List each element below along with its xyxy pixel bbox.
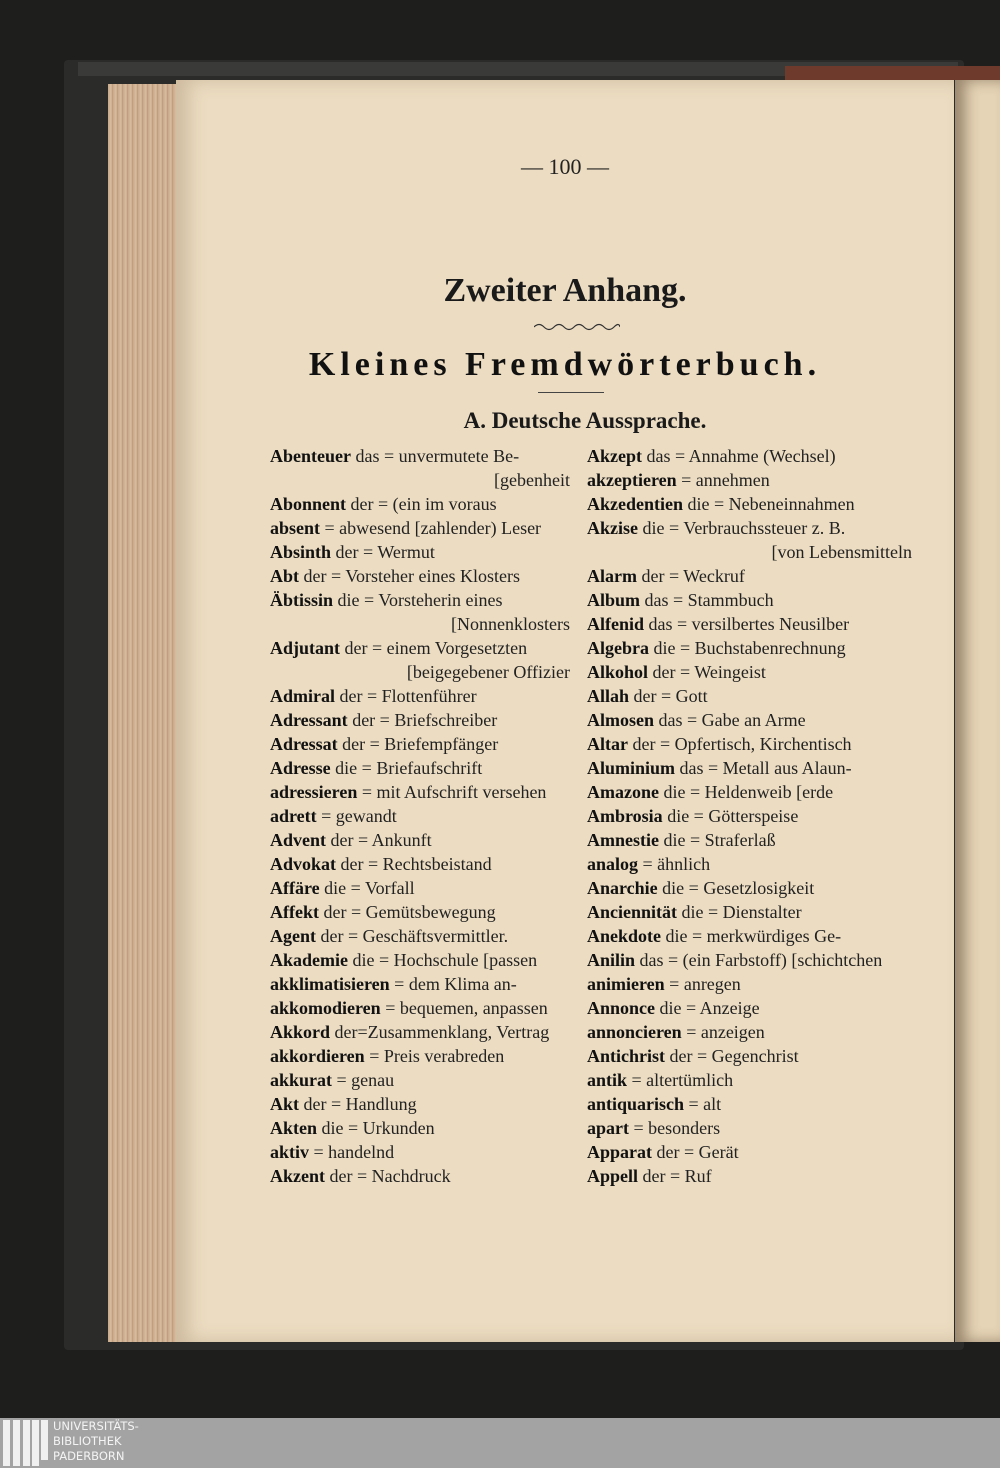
dictionary-entry	[270, 444, 570, 468]
entry-continuation: [gebenheit	[494, 470, 570, 490]
dictionary-entry	[270, 1116, 570, 1140]
dictionary-entry	[587, 1140, 912, 1164]
definition: = alt	[684, 1094, 722, 1114]
dictionary-entry	[270, 1092, 570, 1116]
headword: aktiv	[270, 1142, 310, 1162]
headword: animieren	[587, 974, 665, 994]
headword: Akzent	[270, 1166, 325, 1186]
dictionary-entry	[270, 756, 570, 780]
headword: akzeptieren	[587, 470, 677, 490]
definition: der = Wermut	[331, 542, 435, 562]
definition: der = Vorsteher eines Klosters	[299, 566, 520, 586]
headword: Apparat	[587, 1142, 653, 1162]
headword: Adressant	[270, 710, 348, 730]
dictionary-entry	[270, 900, 570, 924]
appendix-title: Zweiter Anhang.	[443, 272, 687, 309]
dictionary-entry	[587, 972, 912, 996]
dictionary-entry	[270, 1044, 570, 1068]
headword: Almosen	[587, 710, 654, 730]
dictionary-entry	[270, 1140, 570, 1164]
dictionary-entry	[587, 564, 912, 588]
definition: die = Dienstalter	[677, 902, 802, 922]
section-heading: A. Deutsche Aussprache.	[463, 408, 707, 433]
headword: Allah	[587, 686, 630, 706]
headword: Anciennität	[587, 902, 677, 922]
entry-continuation: [Nonnenklosters	[451, 614, 570, 634]
headword: Affekt	[270, 902, 319, 922]
dictionary-entry	[270, 684, 570, 708]
definition: der = (ein im voraus	[346, 494, 497, 514]
dictionary-entry	[270, 780, 570, 804]
headword: Akt	[270, 1094, 300, 1114]
definition: die = Urkunden	[317, 1118, 435, 1138]
dictionary-entry	[270, 732, 570, 756]
dictionary-entry	[587, 444, 912, 468]
dictionary-entry	[587, 492, 912, 516]
dictionary-entry	[270, 852, 570, 876]
headword: Algebra	[587, 638, 649, 658]
dictionary-entry	[587, 828, 912, 852]
definition: die = Vorfall	[319, 878, 415, 898]
headword: Akademie	[270, 950, 348, 970]
dictionary-entry	[587, 732, 912, 756]
definition: = mit Aufschrift versehen	[357, 782, 547, 802]
dictionary-entry	[270, 492, 570, 516]
headword: Album	[587, 590, 641, 610]
dictionary-entry	[587, 852, 912, 876]
definition: der = Opfertisch, Kirchentisch	[627, 734, 852, 754]
headword: Abt	[270, 566, 300, 586]
page-edges	[108, 84, 180, 1342]
definition: die = Heldenweib [erde	[658, 782, 834, 802]
definition: der = Briefschreiber	[347, 710, 498, 730]
headword: akklimatisieren	[270, 974, 390, 994]
headword: Amazone	[587, 782, 659, 802]
headword: Äbtissin	[270, 590, 334, 610]
dictionary-entry	[270, 924, 570, 948]
dictionary-entry	[270, 516, 570, 540]
headword: akkordieren	[270, 1046, 365, 1066]
definition: das = unvermutete Be-	[350, 446, 520, 466]
definition: der = Ruf	[638, 1166, 712, 1186]
dictionary-entry	[270, 804, 570, 828]
definition: die = Straferlaß	[658, 830, 776, 850]
headword: Anilin	[587, 950, 636, 970]
headword: Advokat	[270, 854, 337, 874]
definition: der = Gegenchrist	[665, 1046, 799, 1066]
dictionary-entry	[587, 804, 912, 828]
definition: das = Stammbuch	[640, 590, 774, 610]
definition: der = Ankunft	[326, 830, 432, 850]
headword: akkomodieren	[270, 998, 381, 1018]
headword: Alarm	[587, 566, 637, 586]
definition: das = Gabe an Arme	[654, 710, 806, 730]
headword: adrett	[270, 806, 317, 826]
library-footer-bar	[0, 1418, 1000, 1468]
dictionary-entry	[270, 588, 570, 612]
logo-line: UNIVERSITÄTS-	[53, 1419, 139, 1433]
definition: die = merkwürdiges Ge-	[661, 926, 842, 946]
definition: = bequemen, anpassen	[380, 998, 548, 1018]
headword: Aluminium	[587, 758, 676, 778]
logo-line: BIBLIOTHEK	[53, 1434, 122, 1448]
dictionary-entry	[587, 468, 912, 492]
definition: die = Gesetzlosigkeit	[657, 878, 815, 898]
left-column	[270, 444, 570, 1188]
page-number: — 100 —	[521, 154, 609, 179]
ornament-squiggle	[534, 322, 620, 332]
dictionary-entry	[587, 1020, 912, 1044]
headword: analog	[587, 854, 639, 874]
dictionary-entry	[587, 588, 912, 612]
definition: die = Buchstabenrechnung	[649, 638, 846, 658]
definition: = annehmen	[676, 470, 770, 490]
dictionary-entry	[270, 1068, 570, 1092]
headword: apart	[587, 1118, 629, 1138]
headword: absent	[270, 518, 321, 538]
dictionary-entry	[270, 876, 570, 900]
dictionary-title: Kleines Fremdwörterbuch.	[308, 346, 822, 383]
headword: antiquarisch	[587, 1094, 685, 1114]
headword: Affäre	[270, 878, 320, 898]
dictionary-entry	[587, 1044, 912, 1068]
definition: der = Gott	[629, 686, 708, 706]
headword: Anekdote	[587, 926, 662, 946]
headword: Ambrosia	[587, 806, 663, 826]
definition: die = Verbrauchssteuer z. B.	[638, 518, 846, 538]
definition: = Preis verabreden	[364, 1046, 505, 1066]
logo-line: PADERBORN	[53, 1449, 125, 1463]
headword: Akzise	[587, 518, 638, 538]
definition: die = Briefaufschrift	[330, 758, 483, 778]
dictionary-entry	[587, 660, 912, 684]
dictionary-entry	[587, 1164, 912, 1188]
definition: = abwesend [zahlender) Leser	[320, 518, 542, 538]
dictionary-entry	[587, 996, 912, 1020]
headword: Alkohol	[587, 662, 649, 682]
definition: der = Rechtsbeistand	[336, 854, 492, 874]
definition: der = Gemütsbewegung	[318, 902, 496, 922]
dictionary-entry	[270, 948, 570, 972]
dictionary-entry	[270, 636, 570, 660]
dictionary-entry	[270, 540, 570, 564]
definition: das = versilbertes Neusilber	[644, 614, 850, 634]
headword: adressieren	[270, 782, 358, 802]
definition: die = Götterspeise	[662, 806, 799, 826]
dictionary-entry	[587, 1116, 912, 1140]
headword: Absinth	[270, 542, 332, 562]
entry-continuation: [von Lebensmitteln	[771, 542, 912, 562]
headword: Amnestie	[587, 830, 659, 850]
headword: Adresse	[270, 758, 331, 778]
headword: Anarchie	[587, 878, 658, 898]
headword: annoncieren	[587, 1022, 682, 1042]
headword: Agent	[270, 926, 316, 946]
definition: der = Briefempfänger	[337, 734, 499, 754]
dictionary-entry	[587, 1092, 912, 1116]
headword: Adressat	[270, 734, 338, 754]
definition: die = Vorsteherin eines	[333, 590, 503, 610]
definition: der = Nachdruck	[325, 1166, 451, 1186]
definition: der = einem Vorgesetzten	[340, 638, 528, 658]
headword: Abenteuer	[270, 446, 351, 466]
dictionary-entry	[587, 684, 912, 708]
headword: Abonnent	[270, 494, 347, 514]
headword: Adjutant	[270, 638, 341, 658]
headword: Akkord	[270, 1022, 331, 1042]
dictionary-entry	[270, 708, 570, 732]
dictionary-entry	[270, 1020, 570, 1044]
definition: das = (ein Farbstoff) [schichtchen	[635, 950, 883, 970]
dictionary-entry	[587, 948, 912, 972]
definition: der = Gerät	[652, 1142, 739, 1162]
dictionary-entry	[587, 636, 912, 660]
definition: der=Zusammenklang, Vertrag	[330, 1022, 550, 1042]
dictionary-entry	[587, 924, 912, 948]
headword: antik	[587, 1070, 628, 1090]
dictionary-entry	[587, 516, 912, 540]
right-column	[587, 444, 912, 1188]
definition: das = Annahme (Wechsel)	[642, 446, 836, 466]
headword: Annonce	[587, 998, 656, 1018]
definition: die = Hochschule [passen	[348, 950, 538, 970]
headword: Akzedentien	[587, 494, 683, 514]
library-logo-text	[53, 1419, 139, 1464]
definition: das = Metall aus Alaun-	[675, 758, 852, 778]
definition: = handelnd	[309, 1142, 395, 1162]
dictionary-entry	[587, 780, 912, 804]
definition: = besonders	[629, 1118, 721, 1138]
dictionary-entry	[270, 564, 570, 588]
definition: = ähnlich	[638, 854, 711, 874]
dictionary-entry	[587, 876, 912, 900]
dictionary-entry	[587, 612, 912, 636]
definition: der = Flottenführer	[335, 686, 477, 706]
definition: der = Handlung	[299, 1094, 417, 1114]
dictionary-entry	[270, 972, 570, 996]
definition: der = Weingeist	[648, 662, 766, 682]
dictionary-entry	[587, 900, 912, 924]
headword: Advent	[270, 830, 327, 850]
headword: Altar	[587, 734, 628, 754]
definition: = gewandt	[316, 806, 397, 826]
headword: Admiral	[270, 686, 335, 706]
divider-rule	[538, 392, 604, 393]
dictionary-entry	[270, 1164, 570, 1188]
definition: die = Nebeneinnahmen	[683, 494, 855, 514]
definition: = anzeigen	[681, 1022, 765, 1042]
dictionary-entry	[587, 1068, 912, 1092]
headword: Alfenid	[587, 614, 645, 634]
definition: = altertümlich	[627, 1070, 734, 1090]
entry-continuation: [beigegebener Offizier	[406, 662, 570, 682]
dictionary-entry	[587, 708, 912, 732]
headword: Akzept	[587, 446, 642, 466]
dictionary-entry	[270, 996, 570, 1020]
facing-page	[955, 80, 1000, 1342]
headword: Appell	[587, 1166, 639, 1186]
headword: Antichrist	[587, 1046, 665, 1066]
headword: akkurat	[270, 1070, 333, 1090]
definition: = dem Klima an-	[389, 974, 517, 994]
definition: der = Weckruf	[636, 566, 745, 586]
headword: Akten	[270, 1118, 318, 1138]
dictionary-entry	[587, 756, 912, 780]
definition: = anregen	[664, 974, 741, 994]
definition: = genau	[332, 1070, 395, 1090]
dictionary-entry	[270, 828, 570, 852]
definition: der = Geschäftsvermittler.	[316, 926, 509, 946]
definition: die = Anzeige	[655, 998, 760, 1018]
